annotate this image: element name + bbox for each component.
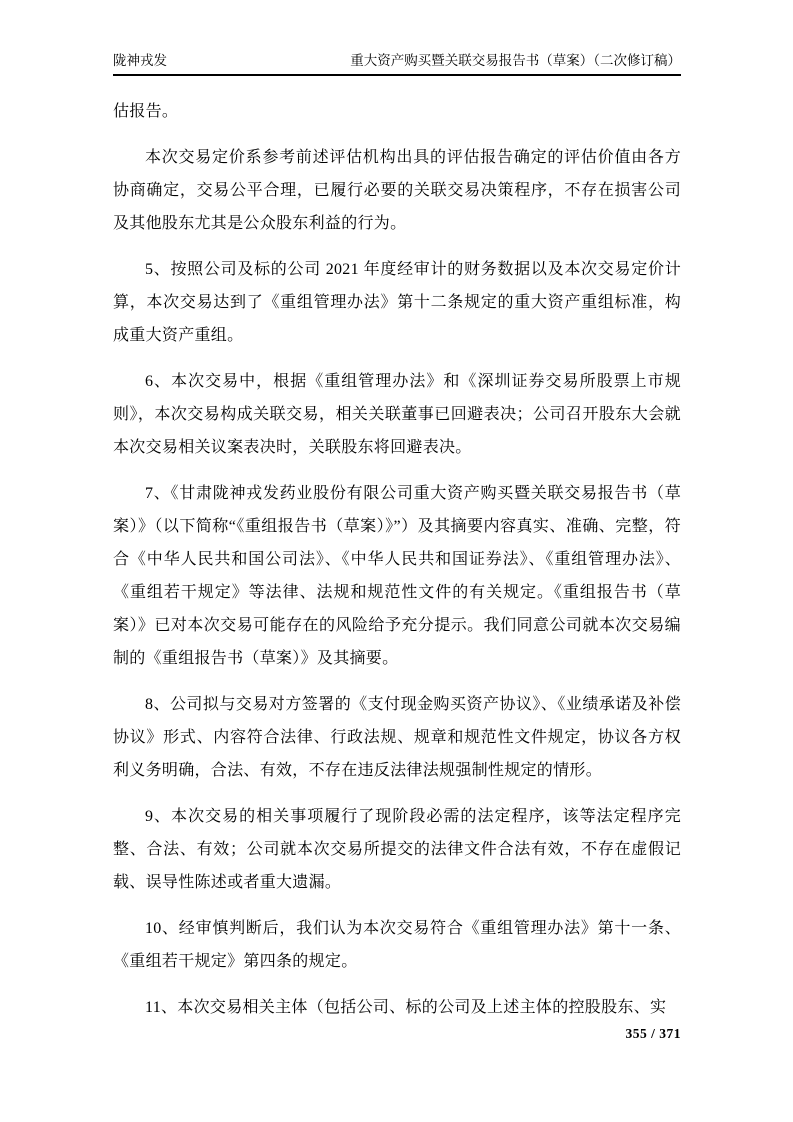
- paragraph: 10、经审慎判断后，我们认为本次交易符合《重组管理办法》第十一条、《重组若干规定》第四条的规定。: [113, 920, 681, 970]
- header-company-name: 陇神戎发: [113, 53, 167, 68]
- paragraph: 6、本次交易中，根据《重组管理办法》和《深圳证券交易所股票上市规则》，本次交易构成关联交易，相关关联董事已回避表决；公司召开股东大会就本次交易相关议案表决时，关联股东将回避表决。: [113, 373, 681, 456]
- paragraph: 本次交易定价系参考前述评估机构出具的评估报告确定的评估价值由各方协商确定，交易公平合理，已履行必要的关联交易决策程序，不存在损害公司及其他股东尤其是公众股东利益的行为。: [113, 149, 681, 232]
- paragraph: 11、本次交易相关主体（包括公司、标的公司及上述主体的控股股东、实: [145, 999, 667, 1016]
- paragraph: 7、《甘肃陇神戎发药业股份有限公司重大资产购买暨关联交易报告书（草案）》（以下简称“《重组报告书（草案）》”）及其摘要内容真实、准确、完整，符合《中华人民共和国公司法》、《中华人民共和国证券法》、《重组管理办法》、《重组若干规定》等法律、法规和规范性文件的有关规定。《重组报告书（草案）》已对本次交易可能存在的风险给予充分提示。我们同意公司就本次交易编制的《重组报告书（草案）》及其摘要。: [113, 485, 681, 667]
- header-report-title: 重大资产购买暨关联交易报告书（草案）（二次修订稿）: [350, 53, 681, 68]
- paragraph: 9、本次交易的相关事项履行了现阶段必需的法定程序，该等法定程序完整、合法、有效；公司就本次交易所提交的法律文件合法有效，不存在虚假记载、误导性陈述或者重大遗漏。: [113, 808, 681, 891]
- page-number: 355 / 371: [625, 1026, 681, 1041]
- paragraph: 8、公司拟与交易对方签署的《支付现金购买资产协议》、《业绩承诺及补偿协议》形式、内容符合法律、行政法规、规章和规范性文件规定，协议各方权利义务明确，合法、有效，不存在违反法律法规强制性规定的情形。: [113, 696, 681, 779]
- document-body: [113, 95, 681, 1037]
- page-footer: [113, 1026, 681, 1042]
- page-header: [113, 52, 681, 76]
- paragraph: 5、按照公司及标的公司 2021 年度经审计的财务数据以及本次交易定价计算，本次交易达到了《重组管理办法》第十二条规定的重大资产重组标准，构成重大资产重组。: [113, 261, 681, 344]
- paragraph: 估报告。: [113, 103, 179, 120]
